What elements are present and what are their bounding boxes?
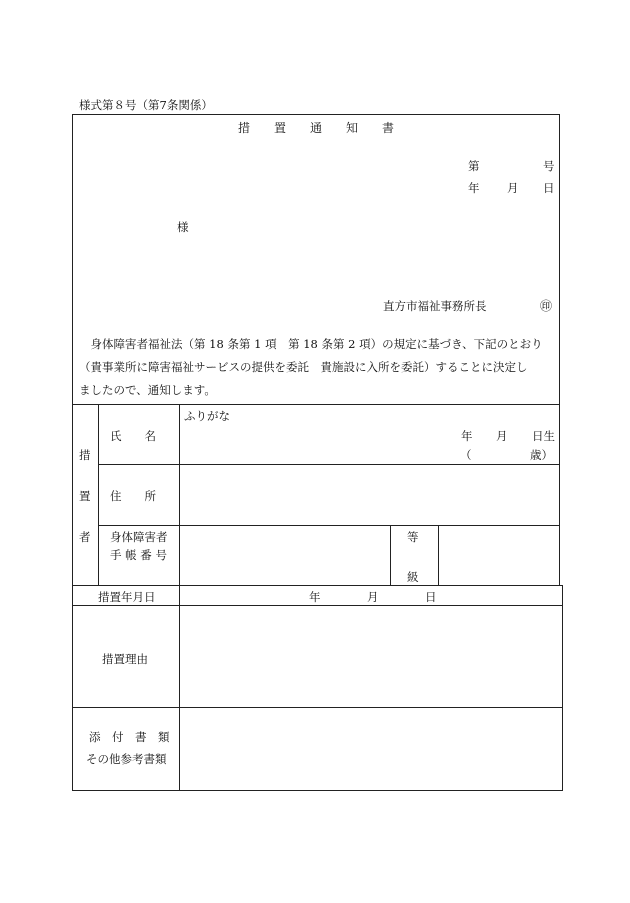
measure-date-year: 年 [309, 590, 321, 604]
measure-date-day: 日 [425, 590, 437, 604]
section-label-char-3: 者 [79, 530, 91, 544]
grade-vline-left [390, 525, 391, 586]
recipient-hline-1 [98, 464, 560, 465]
notice-body-line-2: （貴事業所に障害福祉サービスの提供を委託 貴施設に入所を委託）することに決定し [79, 360, 528, 374]
address-label: 住 所 [110, 489, 156, 503]
notice-body-line-3: ましたので、通知します。 [79, 383, 216, 397]
seal-mark: ㊞ [540, 299, 553, 313]
certificate-label-line-2: 手 帳 番 号 [110, 548, 167, 562]
measure-vline [179, 585, 180, 791]
notice-body-line-1: 身体障害者福祉法（第 18 条第 1 項 第 18 条第 2 項）の規定に基づき、下記のとおり [79, 337, 543, 351]
grade-vline-right [438, 525, 439, 586]
measure-hline-2 [72, 707, 563, 708]
recipient-hline-2 [98, 525, 560, 526]
birth-year-label: 年 [461, 429, 473, 443]
document-number-suffix: 号 [543, 159, 555, 173]
date-year: 年 [468, 181, 480, 195]
measure-hline-1 [72, 605, 563, 606]
attachments-label-line-1: 添 付 書 類 [89, 730, 170, 744]
recipient-vline-2 [179, 404, 180, 586]
grade-label-top: 等 [407, 530, 419, 544]
notice-body [79, 333, 555, 402]
certificate-label-line-1: 身体障害者 [110, 530, 168, 544]
section-label-char-2: 置 [79, 489, 91, 503]
document-number-prefix: 第 [468, 159, 480, 173]
document-title: 措 置 通 知 書 [238, 121, 401, 135]
birth-month-label: 月 [496, 429, 508, 443]
issuer-name: 直方市福祉事務所長 [383, 299, 487, 313]
grade-label-bottom: 級 [407, 570, 419, 584]
name-label: 氏 名 [110, 429, 156, 443]
section-label-char-1: 措 [79, 448, 91, 462]
reason-label: 措置理由 [102, 652, 148, 666]
date-day: 日 [543, 181, 555, 195]
measure-date-label: 措置年月日 [98, 590, 156, 604]
addressee-suffix: 様 [177, 220, 189, 234]
age-close-label: 歳） [530, 448, 553, 462]
form-number: 様式第８号（第7条関係） [79, 98, 213, 112]
measure-date-month: 月 [367, 590, 379, 604]
attachments-label-line-2: その他参考書類 [86, 752, 167, 766]
furigana-label: ふりがな [184, 409, 230, 423]
recipient-vline-1 [98, 404, 99, 586]
birth-day-label: 日生 [532, 429, 555, 443]
age-open-paren: （ [460, 448, 472, 462]
date-month: 月 [507, 181, 519, 195]
